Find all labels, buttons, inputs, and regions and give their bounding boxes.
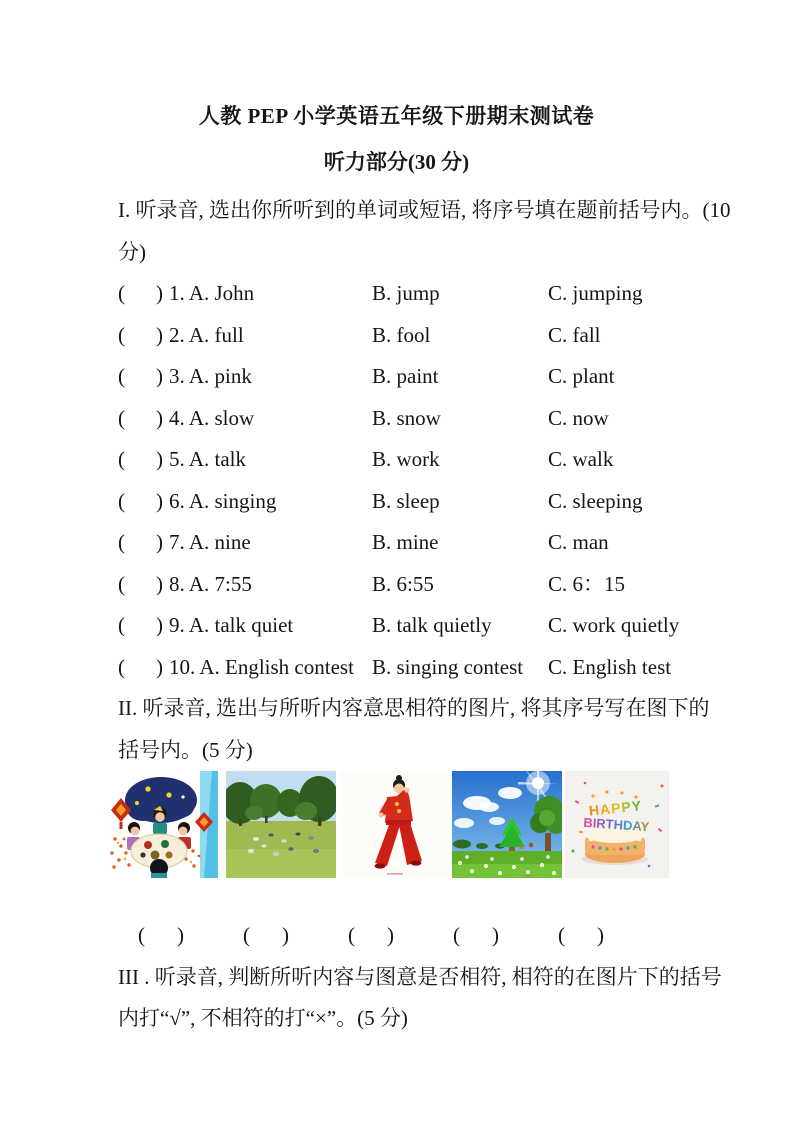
answer-paren-close: ) <box>597 923 604 947</box>
option-a: A. talk quiet <box>188 613 294 637</box>
picture-answer-blank-5 <box>558 915 663 957</box>
page-title: 人教 PEP 小学英语五年级下册期末测试卷 <box>198 104 595 128</box>
option-row-9 <box>118 605 693 647</box>
option-b: B. jump <box>372 281 440 305</box>
answer-paren-open: ( <box>453 923 460 947</box>
option-a: A. full <box>188 322 244 347</box>
answer-paren-close: ) <box>156 488 163 513</box>
option-b: B. sleep <box>372 488 440 513</box>
option-row-7 <box>118 522 693 564</box>
answer-paren-open: ( <box>348 923 355 947</box>
answer-paren-open: ( <box>118 281 125 305</box>
option-b: B. snow <box>372 405 441 430</box>
cake-text-birthday: BIRTHDAY <box>582 814 650 835</box>
paper-body <box>118 190 731 1040</box>
option-a: A. singing <box>188 488 277 513</box>
answer-paren-close: ) <box>492 923 499 947</box>
item-number: 10. <box>169 654 196 679</box>
answer-paren-close: ) <box>387 923 394 947</box>
option-c: C. 6：15 <box>548 571 626 596</box>
answer-paren-open: ( <box>118 571 125 596</box>
option-row-1 <box>118 273 693 315</box>
option-row-10 <box>118 647 693 689</box>
option-c: C. walk <box>548 447 614 471</box>
s2-instructions-line2: 括号内。(5 分) <box>118 737 253 762</box>
option-c: C. now <box>548 405 609 430</box>
option-a: A. John <box>188 281 255 305</box>
answer-paren-close: ) <box>156 654 163 679</box>
cake-text-happy: HAPPY <box>588 797 643 819</box>
answer-paren-close: ) <box>156 447 163 471</box>
option-row-3 <box>118 356 693 398</box>
s1-instructions-line1: I. 听录音, 选出你所听到的单词或短语, 将序号填在题前括号内。(10 <box>118 198 731 222</box>
item-number: 8. <box>169 571 185 596</box>
option-a: A. English contest <box>199 654 354 679</box>
answer-paren-open: ( <box>118 405 125 430</box>
picture-answer-row <box>138 915 693 957</box>
option-cell-a <box>118 273 372 315</box>
option-c: C. English test <box>548 654 672 679</box>
item-number: 5. <box>169 447 185 471</box>
answer-paren-close: ) <box>156 530 163 554</box>
picture-answer-blank-2 <box>243 915 348 957</box>
picture-strip <box>103 771 693 878</box>
sunny-spring-landscape-image <box>452 771 562 878</box>
answer-paren-close: ) <box>156 613 163 637</box>
answer-paren-open: ( <box>118 322 125 347</box>
answer-paren-open: ( <box>243 923 250 947</box>
option-a: A. talk <box>188 447 246 471</box>
option-a: A. 7:55 <box>188 571 252 596</box>
option-cell-a <box>118 481 372 523</box>
answer-paren-close: ) <box>156 405 163 430</box>
answer-paren-open: ( <box>118 447 125 471</box>
picture-answer-blank-3 <box>348 915 453 957</box>
option-cell-a <box>118 522 372 564</box>
answer-paren-close: ) <box>282 923 289 947</box>
answer-paren-open: ( <box>558 923 565 947</box>
picture-answer-blank-4 <box>453 915 558 957</box>
option-row-5 <box>118 439 693 481</box>
s3-instructions-line2: 内打“√”, 不相符的打“×”。(5 分) <box>118 1006 408 1030</box>
answer-paren-close: ) <box>156 322 163 347</box>
option-b: B. fool <box>372 322 431 347</box>
option-b: B. 6:55 <box>372 571 434 596</box>
s3-instructions-line1: III . 听录音, 判断所听内容与图意是否相符, 相符的在图片下的括号 <box>118 964 722 989</box>
item-number: 7. <box>169 530 185 554</box>
option-b: B. work <box>372 447 440 471</box>
option-a: A. pink <box>188 364 252 388</box>
new-year-family-dinner-image <box>103 771 223 878</box>
option-b: B. talk quietly <box>372 613 492 637</box>
option-a: A. slow <box>188 405 255 430</box>
option-cell-a <box>118 315 372 357</box>
answer-paren-open: ( <box>118 530 125 554</box>
answer-paren-close: ) <box>177 923 184 947</box>
birthday-cake-image <box>565 771 669 878</box>
dancer-in-red-image <box>339 771 449 878</box>
option-row-8 <box>118 564 693 606</box>
option-cell-a <box>118 439 372 481</box>
s2-instructions-line1: II. 听录音, 选出与所听内容意思相符的图片, 将其序号写在图下的 <box>118 696 710 720</box>
answer-paren-close: ) <box>156 571 163 596</box>
picture-answer-blank-1 <box>138 915 243 957</box>
option-c: C. plant <box>548 364 615 388</box>
s1-instructions-line2: 分) <box>118 239 146 264</box>
option-c: C. jumping <box>548 281 643 305</box>
answer-paren-open: ( <box>138 923 145 947</box>
item-number: 2. <box>169 322 185 347</box>
option-cell-a <box>118 647 372 689</box>
item-number: 4. <box>169 405 185 430</box>
option-c: C. work quietly <box>548 613 680 637</box>
item-number: 9. <box>169 613 185 637</box>
option-c: C. sleeping <box>548 488 643 513</box>
option-row-6 <box>118 481 693 523</box>
item-number: 6. <box>169 488 185 513</box>
answer-paren-open: ( <box>118 364 125 388</box>
option-b: B. mine <box>372 530 439 554</box>
item-number: 3. <box>169 364 185 388</box>
answer-paren-open: ( <box>118 654 125 679</box>
option-a: A. nine <box>188 530 251 554</box>
option-c: C. fall <box>548 322 601 347</box>
answer-paren-open: ( <box>118 488 125 513</box>
option-c: C. man <box>548 530 609 554</box>
answer-paren-close: ) <box>156 281 163 305</box>
park-lawn-image <box>226 771 336 878</box>
answer-paren-open: ( <box>118 613 125 637</box>
option-cell-a <box>118 398 372 440</box>
answer-paren-close: ) <box>156 364 163 388</box>
option-b: B. singing contest <box>372 654 524 679</box>
option-row-4 <box>118 398 693 440</box>
item-number: 1. <box>169 281 185 305</box>
option-row-2 <box>118 315 693 357</box>
option-cell-a <box>118 605 372 647</box>
option-b: B. paint <box>372 364 439 388</box>
listening-section-header: 听力部分(30 分) <box>323 150 470 174</box>
option-cell-a <box>118 564 372 606</box>
option-cell-a <box>118 356 372 398</box>
